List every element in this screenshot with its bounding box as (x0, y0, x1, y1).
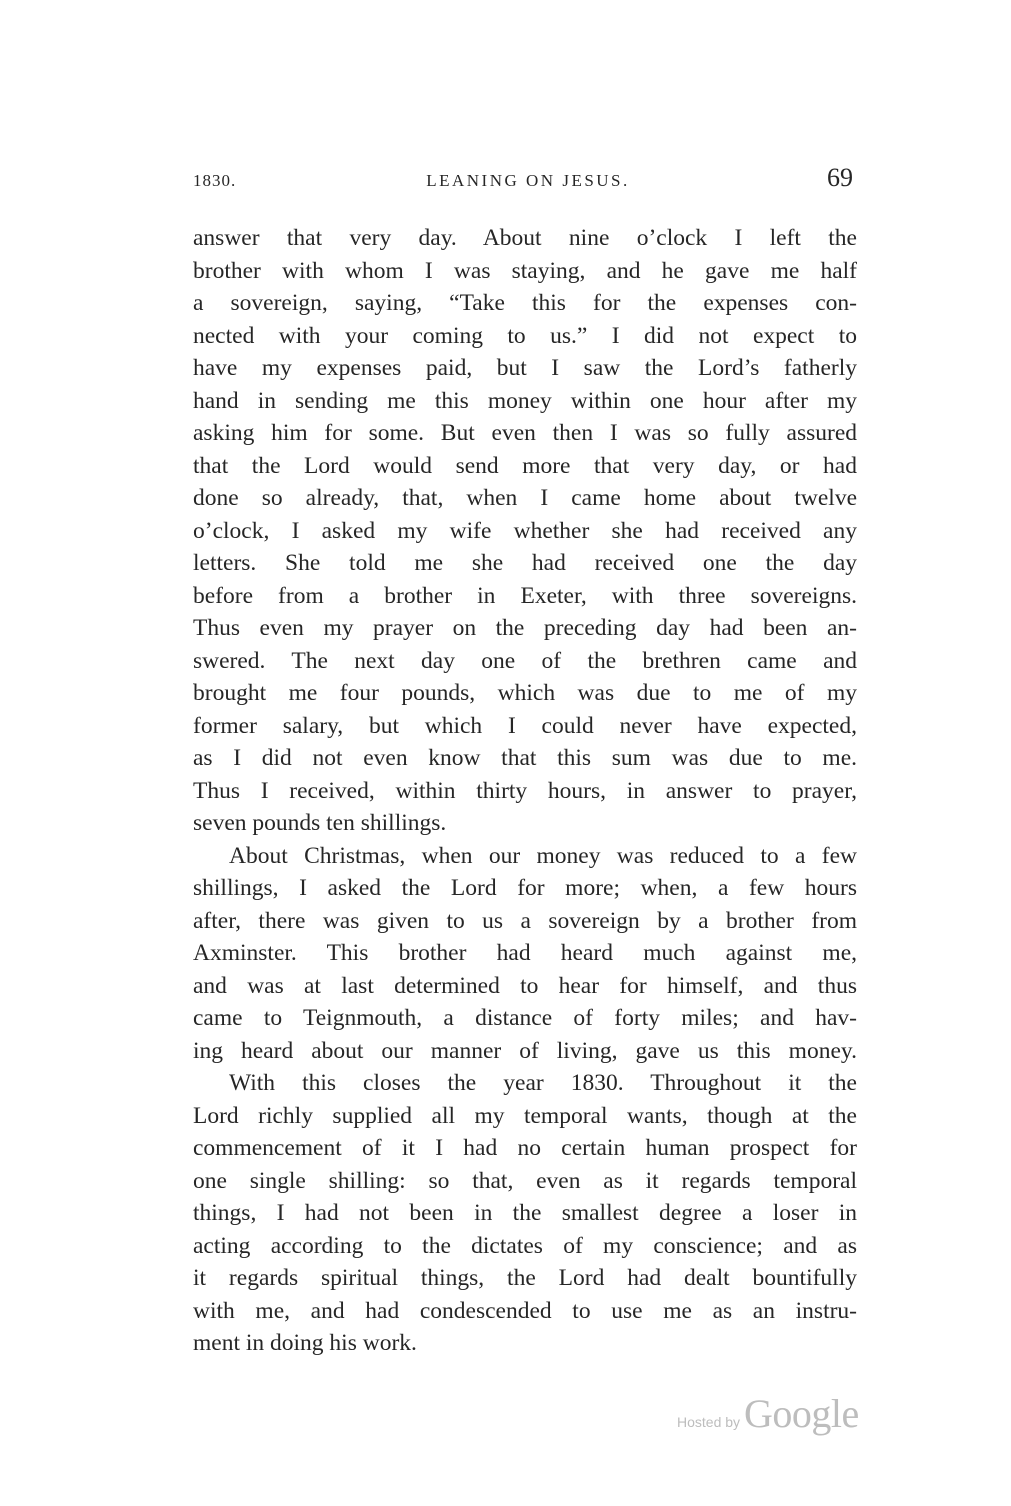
text-line: letters. She told me she had received one the day (193, 550, 857, 576)
google-logo: Google (744, 1391, 859, 1436)
text-line: brought me four pounds, which was due to me of my (193, 680, 857, 706)
text-line: seven pounds ten shillings. (193, 810, 447, 836)
hosted-by-google-watermark (677, 1390, 859, 1438)
text-line: answer that very day. About nine o’clock I left the (193, 225, 857, 251)
watermark-prefix: Hosted by (677, 1414, 741, 1430)
text-line: done so already, that, when I came home about twelve (193, 485, 857, 511)
text-line: o’clock, I asked my wife whether she had received any (193, 517, 857, 544)
text-line: Thus I received, within thirty hours, in answer to prayer, (193, 777, 857, 804)
text-line: With this closes the year 1830. Throughout it the (229, 1070, 857, 1096)
running-head-year: 1830. (193, 171, 237, 190)
text-line: a sovereign, saying, “Take this for the expenses con- (193, 290, 857, 316)
text-line: About Christmas, when our money was reduced to a few (229, 842, 857, 869)
text-line: asking him for some. But even then I was so fully assured (193, 420, 857, 446)
text-line: shillings, I asked the Lord for more; when, a few hours (193, 875, 857, 901)
text-line: came to Teignmouth, a distance of forty miles; and hav- (193, 1005, 857, 1031)
text-line: after, there was given to us a sovereign by a brother from (193, 907, 857, 934)
text-line: with me, and had condescended to use me as an instru- (193, 1297, 857, 1324)
text-line: commencement of it I had no certain human prospect for (193, 1135, 857, 1161)
text-line: as I did not even know that this sum was due to me. (193, 745, 857, 771)
running-head (193, 163, 855, 193)
text-line: things, I had not been in the smallest degree a loser in (193, 1200, 857, 1226)
text-line: ment in doing his work. (193, 1330, 417, 1356)
page-number: 69 (827, 163, 853, 192)
text-line: it regards spiritual things, the Lord had dealt bountifully (193, 1265, 857, 1291)
paragraph-1 (193, 222, 857, 840)
text-line: and was at last determined to hear for himself, and thus (193, 972, 857, 999)
text-line: one single shilling: so that, even as it regards temporal (193, 1167, 857, 1194)
text-line: Axminster. This brother had heard much against me, (193, 940, 857, 966)
text-line: former salary, but which I could never have expected, (193, 712, 857, 739)
text-line: Thus even my prayer on the preceding day had been an- (193, 615, 857, 641)
text-line: before from a brother in Exeter, with three sovereigns. (193, 582, 857, 609)
text-line: swered. The next day one of the brethren came and (193, 647, 857, 674)
text-line: have my expenses paid, but I saw the Lord’s fatherly (193, 355, 857, 381)
text-line: that the Lord would send more that very day, or had (193, 452, 857, 479)
text-line: nected with your coming to us.” I did not expect to (193, 322, 857, 349)
body-text (193, 222, 857, 1360)
running-head-title: LEANING ON JESUS. (426, 171, 630, 190)
text-line: Lord richly supplied all my temporal wants, though at the (193, 1102, 857, 1129)
paragraph-2 (193, 840, 857, 1068)
text-line: brother with whom I was staying, and he gave me half (193, 257, 857, 284)
text-line: acting according to the dictates of my conscience; and as (193, 1232, 857, 1259)
text-line: hand in sending me this money within one hour after my (193, 387, 857, 414)
text-line: ing heard about our manner of living, gave us this money. (193, 1037, 857, 1064)
paragraph-3 (193, 1067, 857, 1360)
